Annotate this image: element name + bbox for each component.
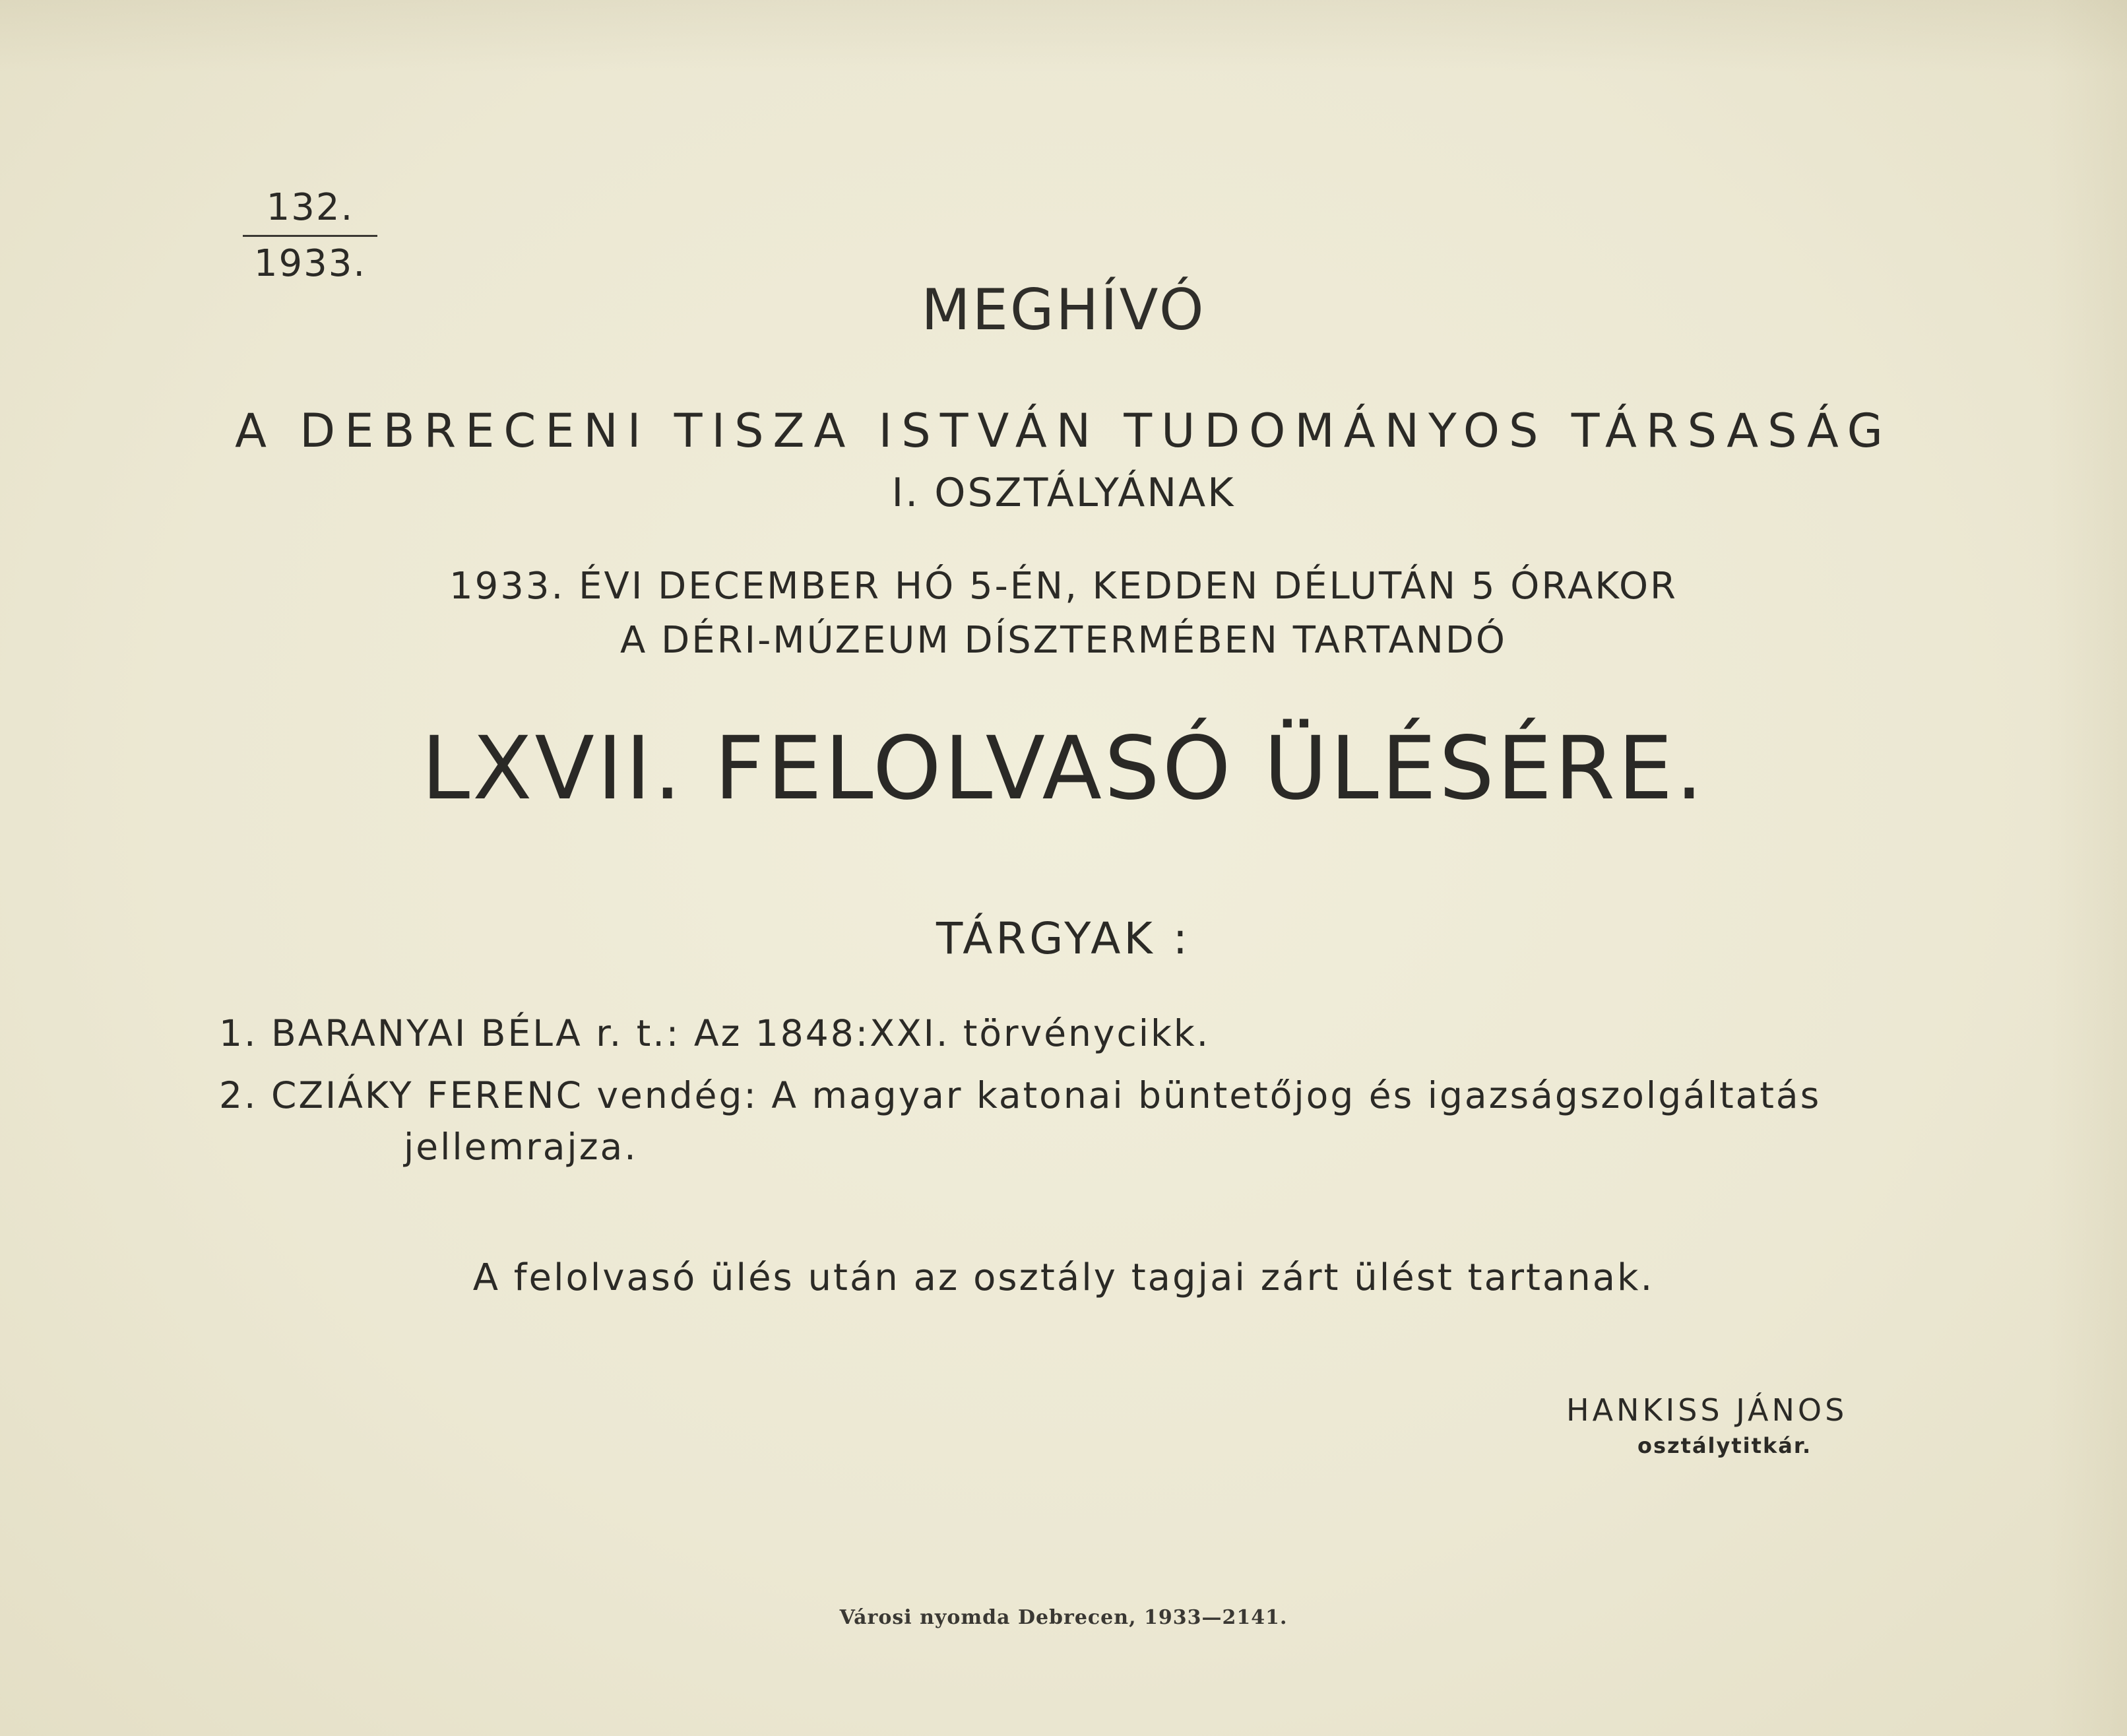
paper-right-shading xyxy=(2048,0,2127,1736)
reference-number xyxy=(238,186,383,286)
signatory-role: osztálytitkár. xyxy=(1637,1433,1812,1458)
organization-name: A DEBRECENI TISZA ISTVÁN TUDOMÁNYOS TÁRSASÁG xyxy=(235,404,1892,458)
session-heading: LXVII. FELOLVASÓ ÜLÉSÉRE. xyxy=(421,718,1706,820)
organization-section: I. OSZTÁLYÁNAK xyxy=(891,470,1236,516)
event-date-line: 1933. ÉVI DECEMBER HÓ 5-ÉN, KEDDEN DÉLUTÁN 5 ÓRAKOR xyxy=(449,565,1678,608)
topic-item-text: BARANYAI BÉLA r. t.: Az 1848:XXI. törvénycikk. xyxy=(270,1012,1211,1054)
closing-note: A felolvasó ülés után az osztály tagjai zárt ülést tartanak. xyxy=(472,1256,1655,1299)
topic-item-text: CZIÁKY FERENC vendég: A magyar katonai büntetőjog és igazságszolgáltatás xyxy=(270,1074,1822,1116)
topic-item-2 xyxy=(219,1074,1821,1116)
event-place-line: A DÉRI-MÚZEUM DÍSZTERMÉBEN TARTANDÓ xyxy=(620,619,1507,662)
topics-heading: TÁRGYAK : xyxy=(936,913,1191,964)
document-title: MEGHÍVÓ xyxy=(921,277,1206,343)
paper-top-shading xyxy=(0,0,2127,73)
printer-imprint: Városi nyomda Debrecen, 1933—2141. xyxy=(839,1606,1288,1629)
topic-item-2-continuation: jellemrajza. xyxy=(404,1126,638,1168)
signatory-name: HANKISS JÁNOS xyxy=(1566,1392,1848,1428)
topic-item-1 xyxy=(219,1012,1210,1054)
reference-number-value: 132. xyxy=(243,186,377,237)
topic-item-number: 1. xyxy=(219,1012,258,1054)
reference-year: 1933. xyxy=(253,242,367,285)
topic-item-number: 2. xyxy=(219,1074,258,1116)
